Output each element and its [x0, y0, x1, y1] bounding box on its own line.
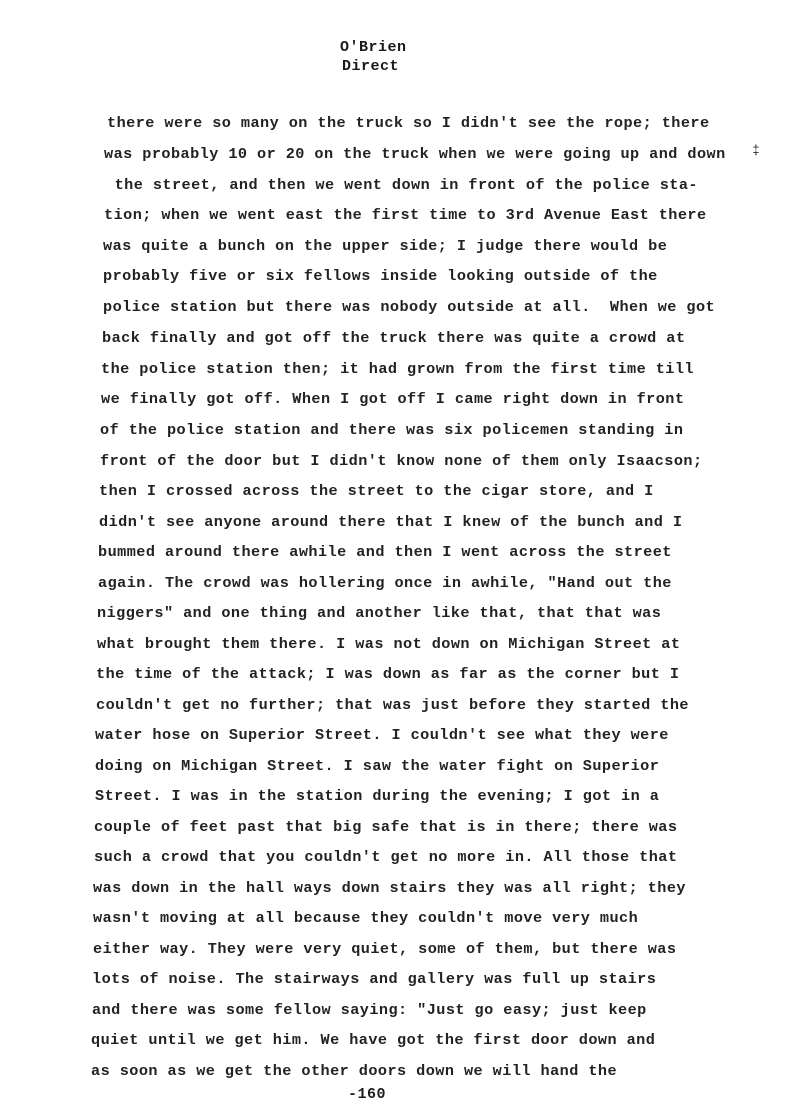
text-line: water hose on Superior Street. I couldn't see what they were	[95, 726, 669, 744]
text-line: couldn't get no further; that was just before they started the	[96, 696, 689, 714]
text-line: the time of the attack; I was down as far as the corner but I	[96, 665, 680, 683]
margin-mark: ‡	[752, 143, 760, 158]
text-line: and there was some fellow saying: "Just go easy; just keep	[92, 1001, 647, 1019]
text-line: as soon as we get the other doors down we will hand the	[91, 1062, 618, 1080]
text-line: then I crossed across the street to the cigar store, and I	[99, 482, 654, 500]
text-line: the police station then; it had grown from the first time till	[101, 360, 694, 378]
page-header	[340, 38, 407, 76]
page-number: -160	[348, 1086, 387, 1103]
text-line: was down in the hall ways down stairs they was all right; they	[93, 879, 686, 897]
text-line: wasn't moving at all because they couldn't move very much	[93, 909, 639, 927]
text-line: of the police station and there was six policemen standing in	[100, 421, 684, 439]
text-line: back finally and got off the truck there was quite a crowd at	[102, 329, 686, 347]
text-line: such a crowd that you couldn't get no more in. All those that	[94, 848, 678, 866]
text-line: doing on Michigan Street. I saw the water fight on Superior	[95, 757, 660, 775]
text-line: bummed around there awhile and then I went across the street	[98, 543, 672, 561]
text-line: quiet until we get him. We have got the first door down and	[91, 1031, 656, 1049]
text-line: was quite a bunch on the upper side; I judge there would be	[103, 237, 668, 255]
text-line: police station but there was nobody outside at all. When we got	[103, 298, 716, 316]
text-line: didn't see anyone around there that I knew of the bunch and I	[99, 513, 683, 531]
text-line: the street, and then we went down in front of the police sta-	[105, 176, 698, 194]
text-line: front of the door but I didn't know none of them only Isaacson;	[100, 452, 703, 470]
text-line: tion; when we went east the first time to 3rd Avenue East there	[104, 206, 707, 224]
text-line: again. The crowd was hollering once in awhile, "Hand out the	[98, 574, 672, 592]
text-line: what brought them there. I was not down on Michigan Street at	[97, 635, 681, 653]
text-line: we finally got off. When I got off I came right down in front	[101, 390, 685, 408]
text-line: couple of feet past that big safe that is in there; there was	[94, 818, 678, 836]
examination-type: Direct	[342, 58, 400, 75]
text-line: was probably 10 or 20 on the truck when we were going up and down	[104, 145, 726, 163]
text-line: lots of noise. The stairways and gallery was full up stairs	[92, 970, 657, 988]
text-line: there were so many on the truck so I didn't see the rope; there	[107, 114, 710, 132]
witness-name: O'Brien	[340, 39, 407, 56]
text-line: niggers" and one thing and another like that, that that was	[97, 604, 662, 622]
text-line: either way. They were very quiet, some of them, but there was	[93, 940, 677, 958]
text-line: Street. I was in the station during the evening; I got in a	[95, 787, 660, 805]
text-line: probably five or six fellows inside looking outside of the	[103, 267, 658, 285]
